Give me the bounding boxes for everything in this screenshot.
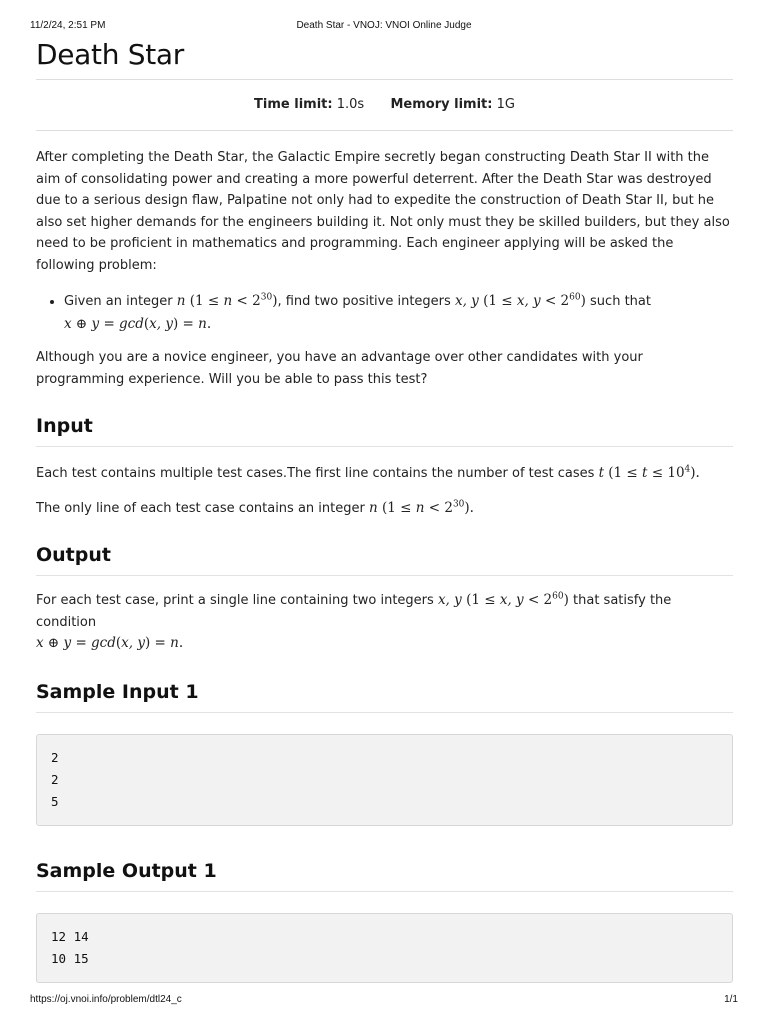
statement-bullet-list — [36, 290, 733, 336]
math-formula: x ⊕ y = gcd(x, y) = n. — [36, 635, 184, 651]
sample-input-block[interactable]: 2 2 5 — [36, 734, 733, 826]
time-limit-label: Time limit: — [254, 97, 333, 112]
math-formula: x, y (1 ≤ x, $y < 2^{60}$) — [437, 591, 569, 608]
sample-input-heading-wrap — [36, 680, 733, 713]
print-header — [30, 20, 738, 34]
print-footer — [30, 994, 738, 1008]
print-datetime: 11/2/24, 2:51 PM — [30, 20, 106, 31]
problem-limits — [36, 80, 733, 130]
sample-output-heading: Sample Output 1 — [36, 859, 217, 882]
math-formula: t $(1 \le t \le 10^4)$. — [598, 464, 700, 481]
statement-paragraph: After completing the Death Star, the Galactic Empire secretly began constructing Death Star II with the aim of consolidating power and creating a more powerful deterrent. After the Death Star was destroyed due to a serious design flaw, Palpatine not only had to expedite the construction of Death Star II, but he also set higher demands for the engineers building it. Not only must they be skilled builders, but they also need to be proficient in mathematics and programming. Each engineer applying will be asked the following problem: — [36, 150, 730, 273]
output-description: For each test case, print a single line containing two integers x, y (1 ≤ x, $y < 2^{60}$) that satisfy the condition x ⊕ y = gcd(x, y) = n. — [36, 591, 672, 651]
print-url: https://oj.vnoi.info/problem/dtl24_c — [30, 994, 182, 1005]
sample-output-heading-wrap — [36, 859, 733, 892]
math-formula: x ⊕ y = gcd(x, y) = n. — [64, 316, 212, 332]
input-description: Each test contains multiple test cases.The first line contains the number of test cases t $(1 \le t \le 10^4)$. — [36, 464, 700, 481]
limits-divider — [36, 130, 733, 131]
print-page-title: Death Star - VNOJ: VNOI Online Judge — [296, 20, 472, 31]
statement-paragraph: Although you are a novice engineer, you have an advantage over other candidates with your programming experience. Will you be able to pass this test? — [36, 350, 643, 387]
math-formula: n $(1 \le n < 2^{30})$. — [368, 499, 474, 516]
input-heading-wrap — [36, 414, 733, 447]
sample-input-heading: Sample Input 1 — [36, 680, 199, 703]
print-page-number: 1/1 — [724, 994, 738, 1005]
math-formula: n $(1 \le n < 2^{30})$ — [176, 292, 278, 309]
input-heading: Input — [36, 415, 93, 437]
memory-limit-label: Memory limit: — [390, 97, 493, 112]
statement-bullet-item: • Given an integer n $(1 \le n < 2^{30})$, find two positive integers x, y (1 ≤ x, $y < 2^{60}$) such that x ⊕ y = gcd(x, y) = n. — [64, 290, 733, 336]
time-limit-value: 1.0s — [336, 97, 365, 112]
output-heading: Output — [36, 544, 111, 566]
input-description: The only line of each test case contains an integer n $(1 \le n < 2^{30})$. — [36, 499, 474, 516]
output-heading-wrap — [36, 543, 733, 576]
problem-title: Death Star — [36, 38, 184, 71]
problem-content — [36, 36, 733, 983]
sample-output-block[interactable]: 12 14 10 15 — [36, 913, 733, 983]
math-formula: x, y (1 ≤ x, $y < 2^{60}$) — [454, 292, 586, 309]
memory-limit-value: 1G — [496, 97, 515, 112]
